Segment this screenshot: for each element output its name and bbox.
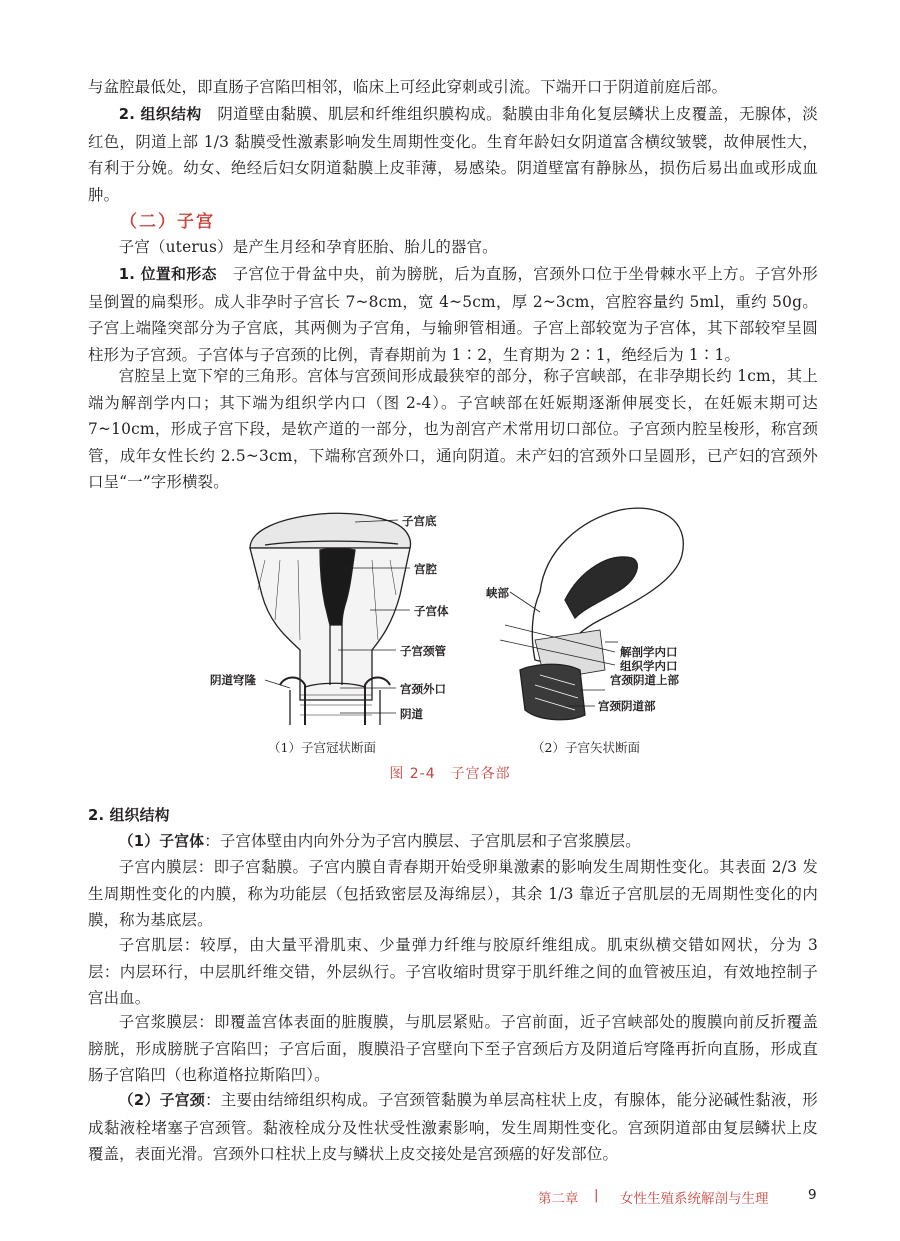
- paragraph-text: 子宫浆膜层：即覆盖宫体表面的脏腹膜，与肌层紧贴。子宫前面，近子宫峡部处的腹膜向前反折覆盖膀胱，形成膀胱子宫陷凹；子宫后面，腹膜沿子宫壁向下至子宫颈后方及阴道后穹隆再折向直肠，形成直肠子宫陷凹（也称道格拉斯陷凹）。: [88, 1013, 818, 1084]
- heading-tissue-structure: [88, 802, 818, 830]
- label-canal: 子宫颈管: [400, 644, 446, 658]
- figure-uterus-sections: [0, 500, 900, 760]
- footer-chapter-title: 女性生殖系统解剖与生理: [620, 1191, 769, 1207]
- subheading: 2. 组织结构: [88, 807, 170, 824]
- paragraph-cavity: [88, 363, 818, 496]
- paragraph-text: 子宫肌层：较厚，由大量平滑肌束、少量弹力纤维与胶原纤维组成。肌束纵横交错如网状，分为 3 层：内层环行，中层肌纤维交错，外层纵行。子宫收缩时贯穿于肌纤维之间的血管被压迫，有效地控制子宫出血。: [88, 936, 818, 1007]
- paragraph-intro: [88, 74, 818, 101]
- paragraph-text: ：子宫体壁由内向外分为子宫内膜层、子宫肌层和子宫浆膜层。: [204, 832, 641, 850]
- paragraph-label: 2. 组织结构: [118, 106, 202, 123]
- paragraph-uterus-intro: [88, 234, 818, 261]
- label-isthmus: 峡部: [486, 586, 509, 600]
- paragraph-cervix: [88, 1087, 818, 1168]
- paragraph-text: 子宫内膜层：即子宫黏膜。子宫内膜自青春期开始受卵巢激素的影响发生周期性变化。其表面 2/3 发生周期性变化的内膜，称为功能层（包括致密层及海绵层），其余 1/3 靠近子宫肌层的无周期性变化的内膜，称为基底层。: [88, 858, 818, 929]
- label-histological-os: 组织学内口: [620, 659, 678, 673]
- paragraph-text: 宫腔呈上宽下窄的三角形。宫体与宫颈间形成最狭窄的部分，称子宫峡部，在非孕期长约 1cm，其上端为解剖学内口；其下端为组织学内口（图 2-4）。子宫峡部在妊娠期逐渐伸展变长，在妊娠末期可达 7~10cm，形成子宫下段，是软产道的一部分，也为剖宫产术常用切口部位。子宫颈内腔呈梭形，称宫颈管，成年女性长约 2.5~3cm，下端称宫颈外口，通向阴道。未产妇的宫颈外口呈圆形，已产妇的宫颈外口呈“一”字形横裂。: [88, 367, 818, 491]
- paragraph-label: 1. 位置和形态: [118, 266, 217, 283]
- paragraph-endometrium: [88, 854, 818, 934]
- page-number: 9: [808, 1187, 817, 1203]
- paragraph-uterine-body: [88, 828, 818, 856]
- sagittal-section-drawing: [520, 508, 683, 720]
- paragraph-vagina-structure: [88, 101, 818, 208]
- paragraph-label: （1）子宫体: [118, 833, 205, 850]
- paragraph-text: 子宫位于骨盆中央，前为膀胱，后为直肠，宫颈外口位于坐骨棘水平上方。子宫外形呈倒置的扁梨形。成人非孕时子宫长 7~8cm，宽 4~5cm，厚 2~3cm，宫腔容量约 5ml，重约 50g。子宫上端隆突部分为子宫底，其两侧为子宫角，与输卵管相通。子宫上部较宽为子宫体，其下部较窄呈圆柱形为子宫颈。子宫体与子宫颈的比例，青春期前为 1∶2，生育期为 2∶1，绝经后为 1∶1。: [88, 265, 818, 364]
- uterus-diagram: [0, 500, 900, 760]
- label-supravaginal: 宫颈阴道上部: [610, 673, 679, 687]
- paragraph-text: 子宫（uterus）是产生月经和孕育胚胎、胎儿的器官。: [118, 238, 498, 256]
- label-cavity: 宫腔: [414, 562, 437, 576]
- caption-sagittal: （2）子宫矢状断面: [532, 740, 640, 755]
- coronal-section-drawing: [250, 513, 410, 725]
- paragraph-text: 阴道壁由黏膜、肌层和纤维组织膜构成。黏膜由非角化复层鳞状上皮覆盖，无腺体，淡红色，阴道上部 1/3 黏膜受性激素影响发生周期性变化。生育年龄妇女阴道富含横纹皱襞，故伸展性大，有利于分娩。幼女、绝经后妇女阴道黏膜上皮菲薄，易感染。阴道壁富有静脉丛，损伤后易出血或形成血肿。: [88, 105, 818, 204]
- section-heading-uterus: （二）子宫: [120, 212, 215, 232]
- paragraph-text: 与盆腔最低处，即直肠子宫陷凹相邻，临床上可经此穿刺或引流。下端开口于阴道前庭后部。: [88, 78, 728, 96]
- paragraph-myometrium: [88, 932, 818, 1012]
- label-vagina: 阴道: [400, 707, 423, 721]
- footer-separator: |: [594, 1187, 599, 1203]
- label-anatomical-os: 解剖学内口: [620, 645, 678, 659]
- label-fundus: 子宫底: [402, 514, 437, 528]
- paragraph-text: ：主要由结缔组织构成。子宫颈管黏膜为单层高柱状上皮，有腺体，能分泌碱性黏液，形成黏液栓堵塞子宫颈管。黏液栓成分及性状受性激素影响，发生周期性变化。宫颈阴道部由复层鳞状上皮覆盖，表面光滑。宫颈外口柱状上皮与鳞状上皮交接处是宫颈癌的好发部位。: [88, 1091, 818, 1163]
- label-os: 宫颈外口: [400, 682, 446, 696]
- paragraph-position-shape: [88, 261, 818, 368]
- paragraph-label: （2）子宫颈: [118, 1092, 206, 1109]
- paragraph-serosa: [88, 1009, 818, 1089]
- label-body: 子宫体: [414, 604, 449, 618]
- figure-title: 图 2-4 子宫各部: [389, 766, 511, 782]
- footer-chapter: 第二章: [538, 1191, 579, 1207]
- label-fornix: 阴道穹隆: [210, 673, 256, 687]
- caption-coronal: （1）子宫冠状断面: [268, 740, 376, 755]
- label-vaginal-portion: 宫颈阴道部: [598, 699, 656, 713]
